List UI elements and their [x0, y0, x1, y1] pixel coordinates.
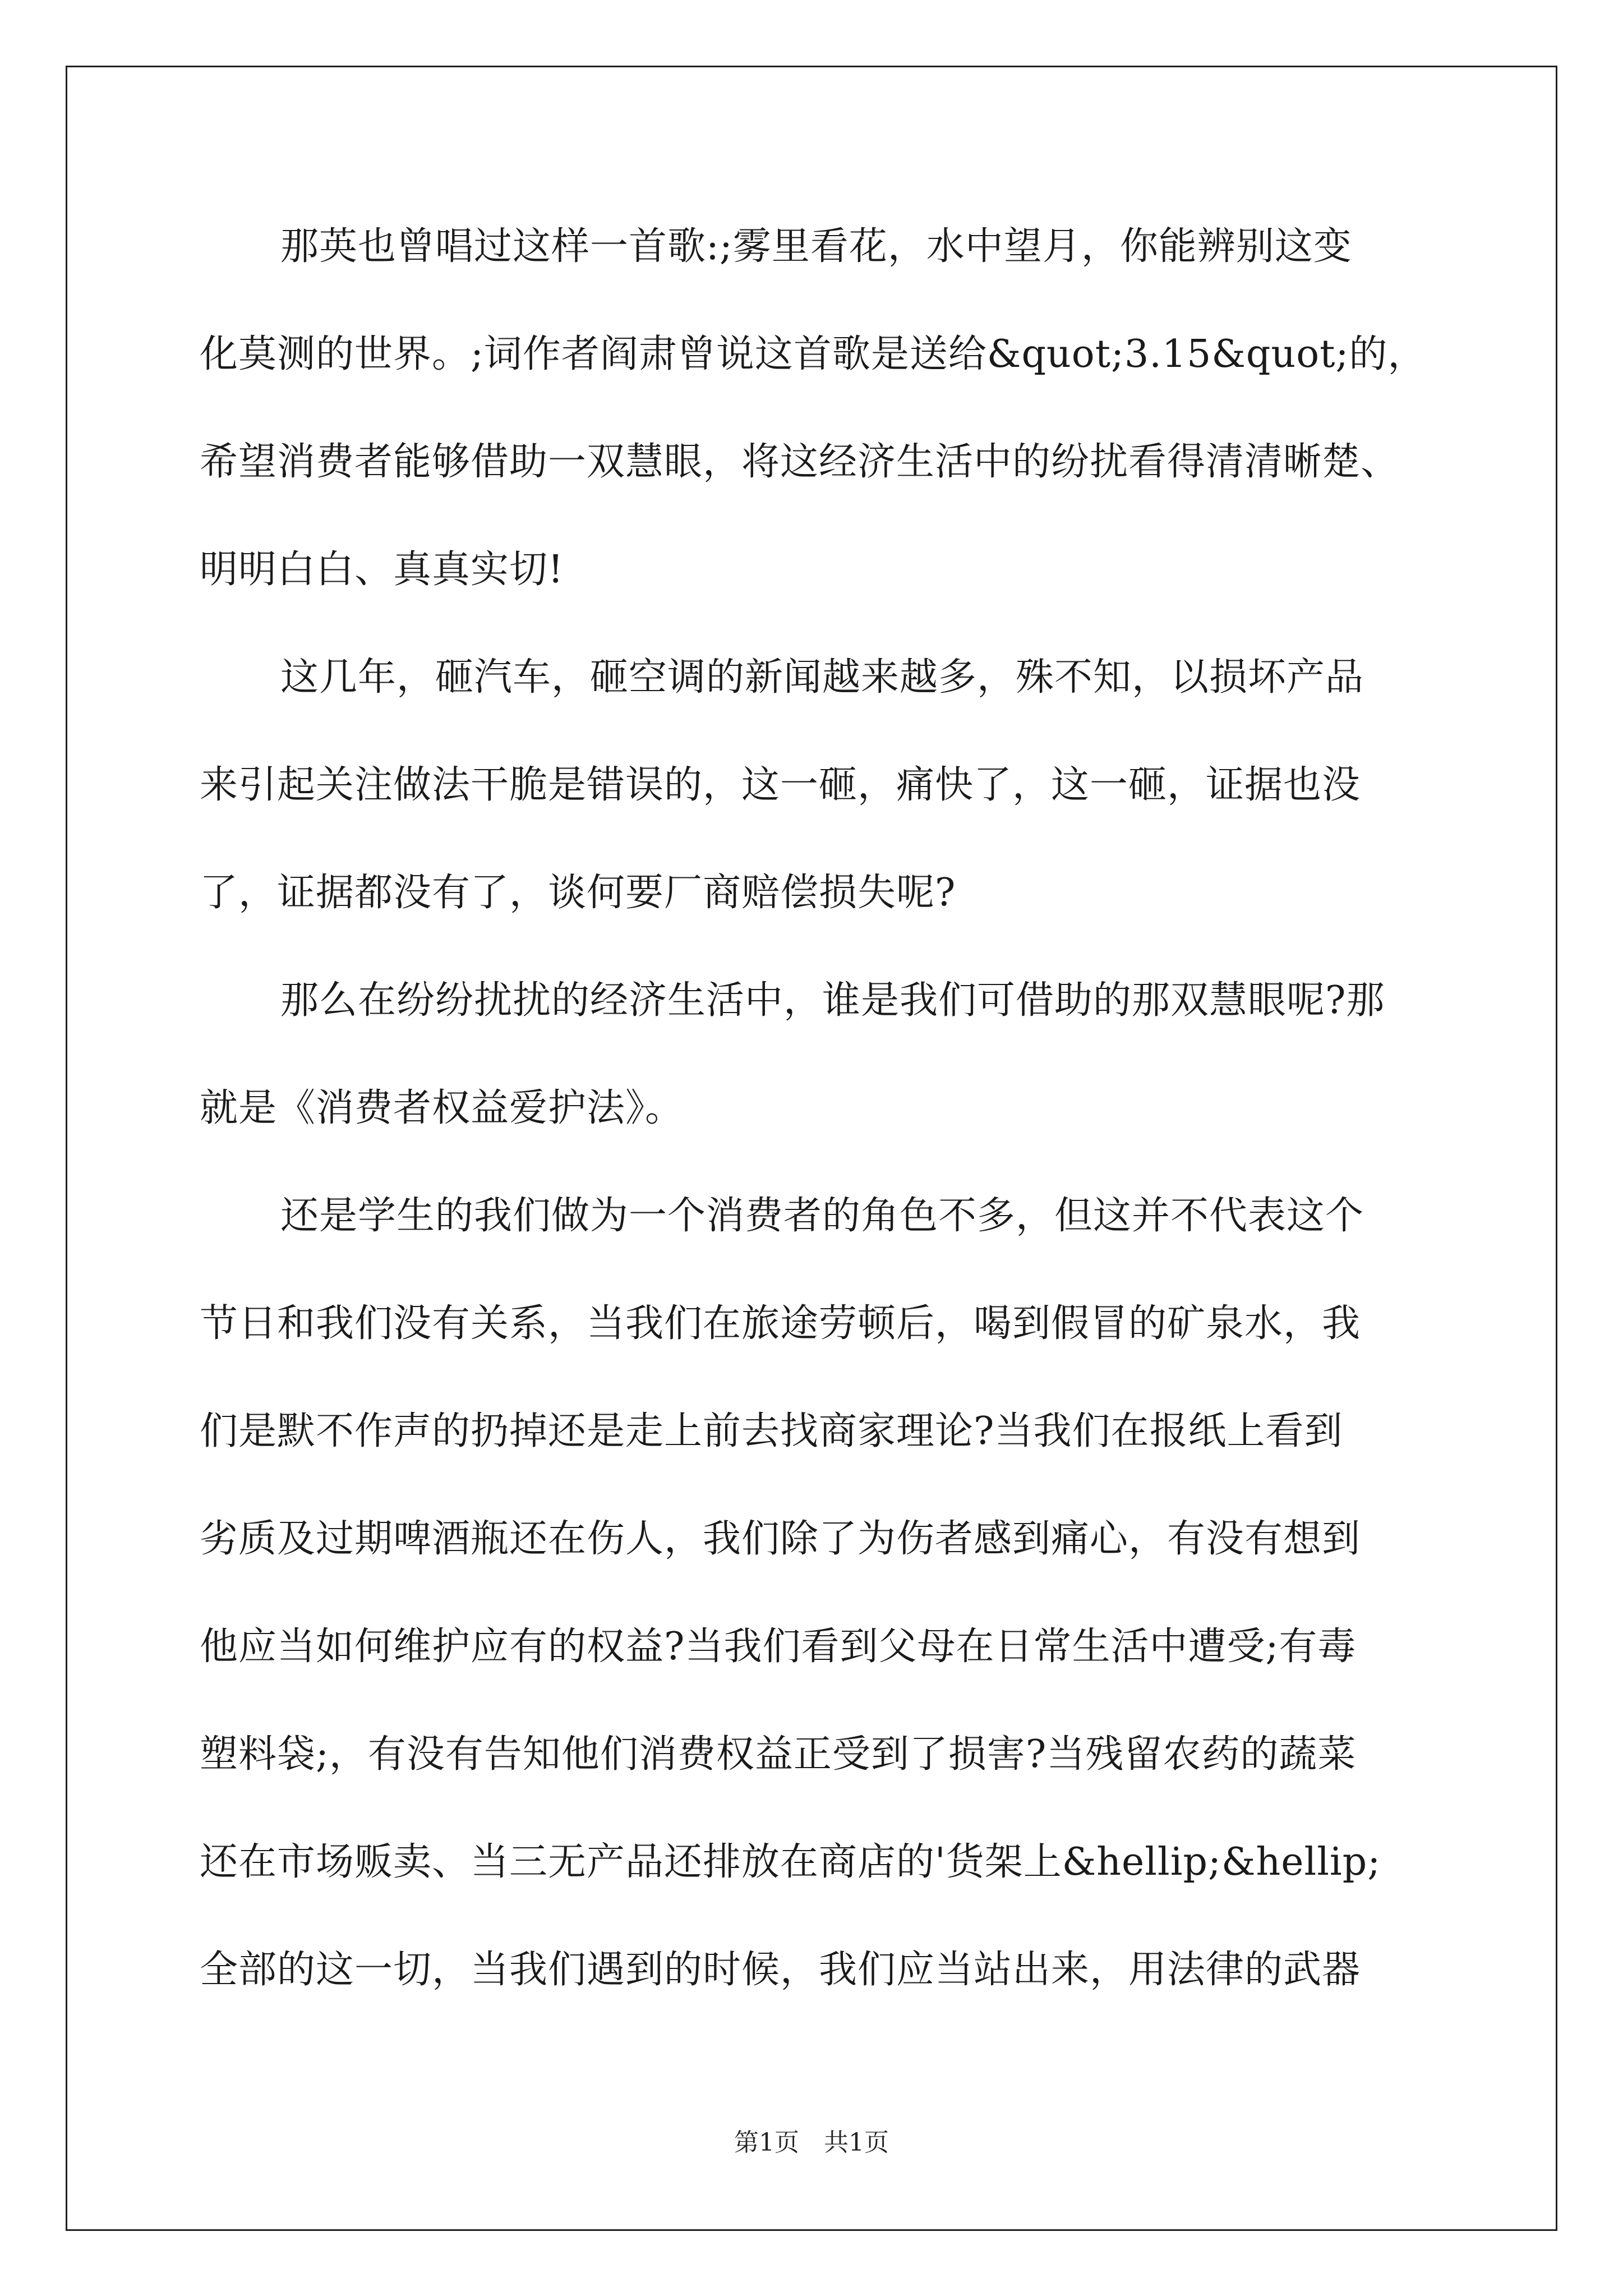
- text-line: 还在市场贩卖、当三无产品还排放在商店的'货架上&hellip;&hellip;: [200, 1840, 1381, 1884]
- text-line: 们是默不作声的扔掉还是走上前去找商家理论?当我们在报纸上看到: [200, 1409, 1343, 1453]
- text-line: 他应当如何维护应有的权益?当我们看到父母在日常生活中遭受;有毒: [200, 1625, 1357, 1669]
- text-line: 了，证据都没有了，谈何要厂商赔偿损失呢?: [200, 871, 956, 915]
- text-line: 塑料袋;，有没有告知他们消费权益正受到了损害?当残留农药的蔬菜: [200, 1732, 1357, 1777]
- text-line: 明明白白、真真实切!: [200, 547, 564, 592]
- text-line: 希望消费者能够借助一双慧眼，将这经济生活中的纷扰看得清清晰楚、: [200, 440, 1400, 484]
- page-border: [66, 66, 1557, 2231]
- text-line: 还是学生的我们做为一个消费者的角色不多，但这并不代表这个: [280, 1194, 1364, 1238]
- text-line: 这几年，砸汽车，砸空调的新闻越来越多，殊不知，以损坏产品: [280, 655, 1364, 700]
- page-number: 第1页 共1页: [734, 2128, 889, 2157]
- text-line: 劣质及过期啤酒瓶还在伤人，我们除了为伤者感到痛心，有没有想到: [200, 1517, 1361, 1561]
- text-line: 节日和我们没有关系，当我们在旅途劳顿后，喝到假冒的矿泉水，我: [200, 1301, 1361, 1346]
- text-line: 就是《消费者权益爱护法》。: [200, 1086, 684, 1130]
- text-line: 全部的这一切，当我们遇到的时候，我们应当站出来，用法律的武器: [200, 1948, 1361, 1992]
- text-line: 来引起关注做法干脆是错误的，这一砸，痛快了，这一砸，证据也没: [200, 763, 1361, 807]
- text-line: 化莫测的世界。;词作者阎肃曾说这首歌是送给&quot;3.15&quot;的，: [200, 332, 1427, 376]
- text-line: 那么在纷纷扰扰的经济生活中，谁是我们可借助的那双慧眼呢?那: [280, 978, 1385, 1023]
- text-line: 那英也曾唱过这样一首歌:;雾里看花，水中望月，你能辨别这变: [280, 224, 1352, 269]
